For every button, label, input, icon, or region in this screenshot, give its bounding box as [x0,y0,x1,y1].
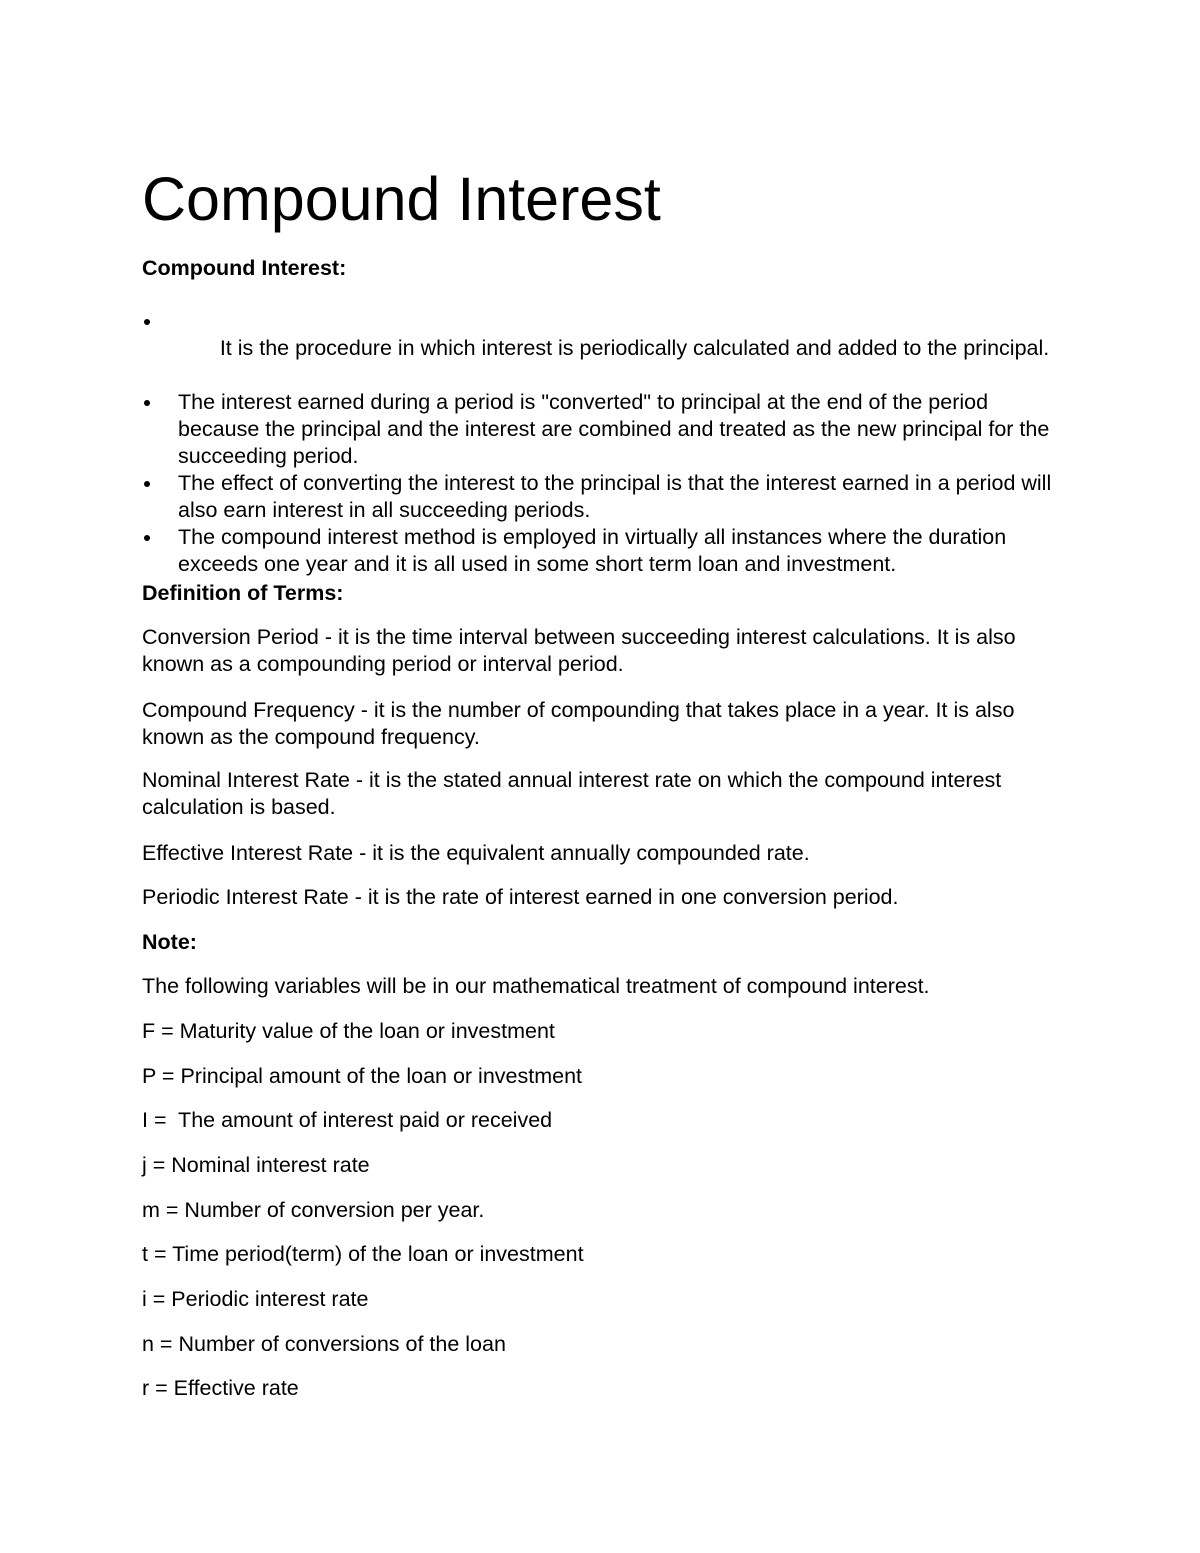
definition-effective-interest-rate: Effective Interest Rate - it is the equivalent annually compounded rate. [142,841,810,865]
variable-t: t = Time period(term) of the loan or investment [142,1242,584,1266]
compound-interest-bullet-list [142,308,1072,578]
bullet-dot-icon [144,319,150,325]
variable-m: m = Number of conversion per year. [142,1198,485,1222]
definition-nominal-interest-rate: Nominal Interest Rate - it is the stated annual interest rate on which the compound interest calculation is based. [142,768,1002,819]
variable-f: F = Maturity value of the loan or investment [142,1019,555,1043]
definition-conversion-period: Conversion Period - it is the time interval between succeeding interest calculations. It is also known as a compounding period or interval period. [142,625,1016,676]
bullet-dot-icon [144,400,150,406]
definition-compound-frequency: Compound Frequency - it is the number of compounding that takes place in a year. It is also known as the compound frequency. [142,698,1015,749]
bullet-text: The effect of converting the interest to the principal is that the interest earned in a period will also earn interest in all succeeding periods. [178,471,1052,522]
note-intro: The following variables will be in our mathematical treatment of compound interest. [142,974,930,998]
bullet-item [142,389,1072,470]
compound-interest-heading: Compound Interest: [142,256,347,280]
variable-p: P = Principal amount of the loan or investment [142,1064,583,1088]
bullet-dot-icon [144,535,150,541]
variable-i-periodic: i = Periodic interest rate [142,1287,369,1311]
definition-of-terms-heading: Definition of Terms: [142,581,344,605]
document-title: Compound Interest [142,165,661,233]
variable-r: r = Effective rate [142,1376,299,1400]
bullet-dot-icon [144,481,150,487]
variable-i-amount: I = The amount of interest paid or received [142,1108,553,1132]
bullet-text: It is the procedure in which interest is periodically calculated and added to the principal. [213,336,1050,360]
bullet-text: The interest earned during a period is "converted" to principal at the end of the period because the principal and the interest are combined and treated as the new principal for the succeeding period. [178,390,1050,468]
bullet-item [142,524,1072,578]
bullet-text: The compound interest method is employed in virtually all instances where the duration exceeds one year and it is all used in some short term loan and investment. [178,525,1007,576]
bullet-item [142,308,1072,389]
variable-n: n = Number of conversions of the loan [142,1332,506,1356]
variable-j: j = Nominal interest rate [142,1153,370,1177]
definition-periodic-interest-rate: Periodic Interest Rate - it is the rate of interest earned in one conversion period. [142,885,899,909]
bullet-item [142,470,1072,524]
note-heading: Note: [142,930,197,954]
